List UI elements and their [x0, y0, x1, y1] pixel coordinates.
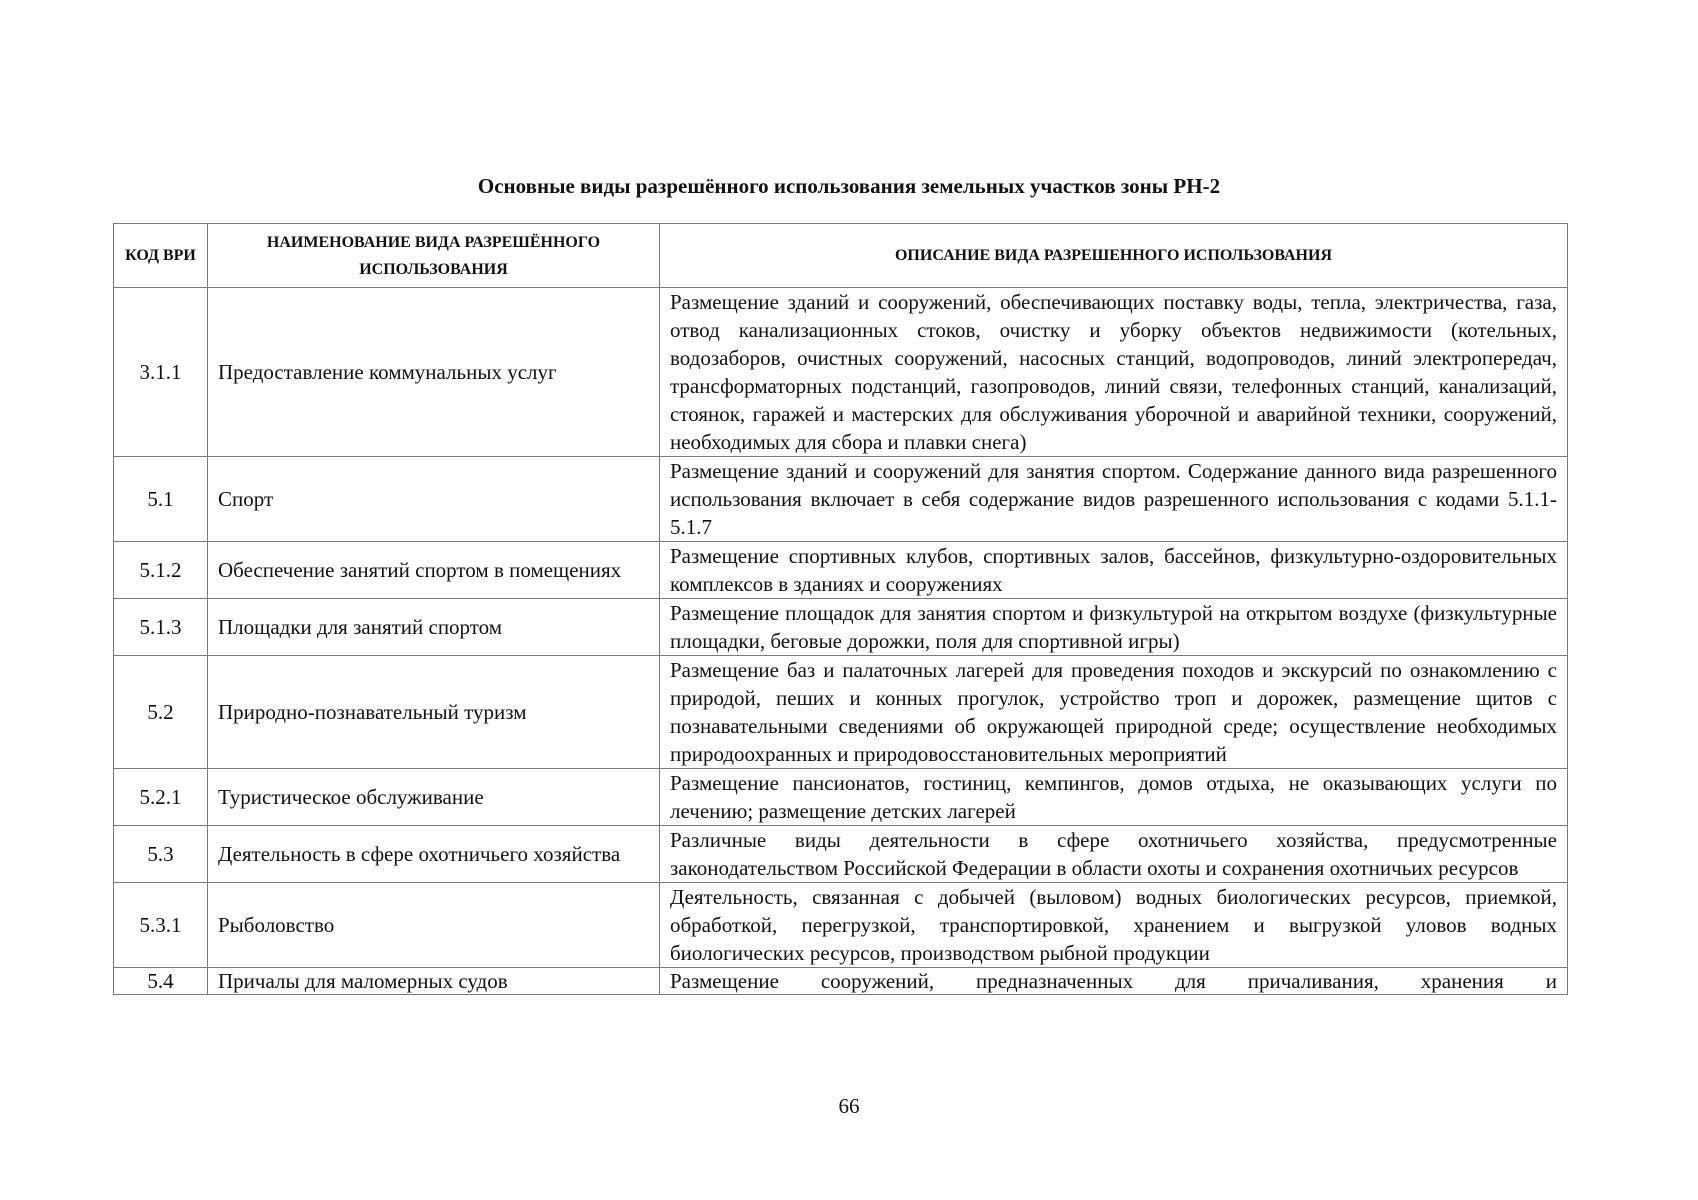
table-row — [114, 457, 1568, 542]
row-name: Предоставление коммунальных услуг — [208, 288, 660, 457]
row-description: Размещение пансионатов, гостиниц, кемпингов, домов отдыха, не оказывающих услуги по лечению; размещение детских лагерей — [660, 769, 1568, 826]
row-code: 5.4 — [114, 968, 208, 995]
row-name: Спорт — [208, 457, 660, 542]
row-description: Размещение спортивных клубов, спортивных залов, бассейнов, физкультурно-оздоровительных комплексов в зданиях и сооружениях — [660, 542, 1568, 599]
row-description: Размещение зданий и сооружений, обеспечивающих поставку воды, тепла, электричества, газа, отвод канализационных стоков, очистку и уборку объектов недвижимости (котельных, водозаборов, очистных сооружений, насосных станций, водопроводов, линий электропередач, трансформаторных подстанций, газопроводов, линий связи, телефонных станций, канализаций, стоянок, гаражей и мастерских для обслуживания уборочной и аварийной техники, сооружений, необходимых для сбора и плавки снега) — [660, 288, 1568, 457]
header-code: КОД ВРИ — [114, 224, 208, 288]
row-description: Размещение баз и палаточных лагерей для проведения походов и экскурсий по ознакомлению с природой, пеших и конных прогулок, устройство троп и дорожек, размещение щитов с познавательными сведениями об окружающей природной среде; осуществление необходимых природоохранных и природовосстановительных мероприятий — [660, 656, 1568, 769]
row-name: Площадки для занятий спортом — [208, 599, 660, 656]
row-name: Туристическое обслуживание — [208, 769, 660, 826]
row-code: 5.1.3 — [114, 599, 208, 656]
table-row — [114, 656, 1568, 769]
row-code: 5.1.2 — [114, 542, 208, 599]
row-code: 5.2 — [114, 656, 208, 769]
table-row — [114, 288, 1568, 457]
row-name: Причалы для маломерных судов — [208, 968, 660, 995]
row-description: Различные виды деятельности в сфере охотничьего хозяйства, предусмотренные законодательством Российской Федерации в области охоты и сохранения охотничьих ресурсов — [660, 826, 1568, 883]
row-description: Размещение зданий и сооружений для занятия спортом. Содержание данного вида разрешенного использования включает в себя содержание видов разрешенного использования с кодами 5.1.1-5.1.7 — [660, 457, 1568, 542]
header-name: НАИМЕНОВАНИЕ ВИДА РАЗРЕШЁННОГО ИСПОЛЬЗОВАНИЯ — [208, 224, 660, 288]
row-code: 5.3 — [114, 826, 208, 883]
land-use-table — [113, 223, 1568, 995]
page-number: 66 — [838, 1094, 860, 1118]
row-name: Обеспечение занятий спортом в помещениях — [208, 542, 660, 599]
row-description: Размещение сооружений, предназначенных для причаливания, хранения и — [660, 968, 1568, 995]
table-header — [114, 224, 1568, 288]
table-body — [114, 288, 1568, 995]
table-row — [114, 968, 1568, 995]
header-description: ОПИСАНИЕ ВИДА РАЗРЕШЕННОГО ИСПОЛЬЗОВАНИЯ — [660, 224, 1568, 288]
table-row — [114, 826, 1568, 883]
row-description: Размещение площадок для занятия спортом и физкультурой на открытом воздухе (физкультурные площадки, беговые дорожки, поля для спортивной игры) — [660, 599, 1568, 656]
page-title: Основные виды разрешённого использования земельных участков зоны РН-2 — [477, 174, 1221, 198]
row-code: 3.1.1 — [114, 288, 208, 457]
row-name: Природно-познавательный туризм — [208, 656, 660, 769]
table-row — [114, 599, 1568, 656]
row-code: 5.2.1 — [114, 769, 208, 826]
row-name: Рыболовство — [208, 883, 660, 968]
table-row — [114, 769, 1568, 826]
row-name: Деятельность в сфере охотничьего хозяйства — [208, 826, 660, 883]
row-code: 5.1 — [114, 457, 208, 542]
row-code: 5.3.1 — [114, 883, 208, 968]
header-row — [114, 224, 1568, 288]
table-row — [114, 542, 1568, 599]
table-row — [114, 883, 1568, 968]
row-description: Деятельность, связанная с добычей (выловом) водных биологических ресурсов, приемкой, обработкой, перегрузкой, транспортировкой, хранением и выгрузкой уловов водных биологических ресурсов, производством рыбной продукции — [660, 883, 1568, 968]
